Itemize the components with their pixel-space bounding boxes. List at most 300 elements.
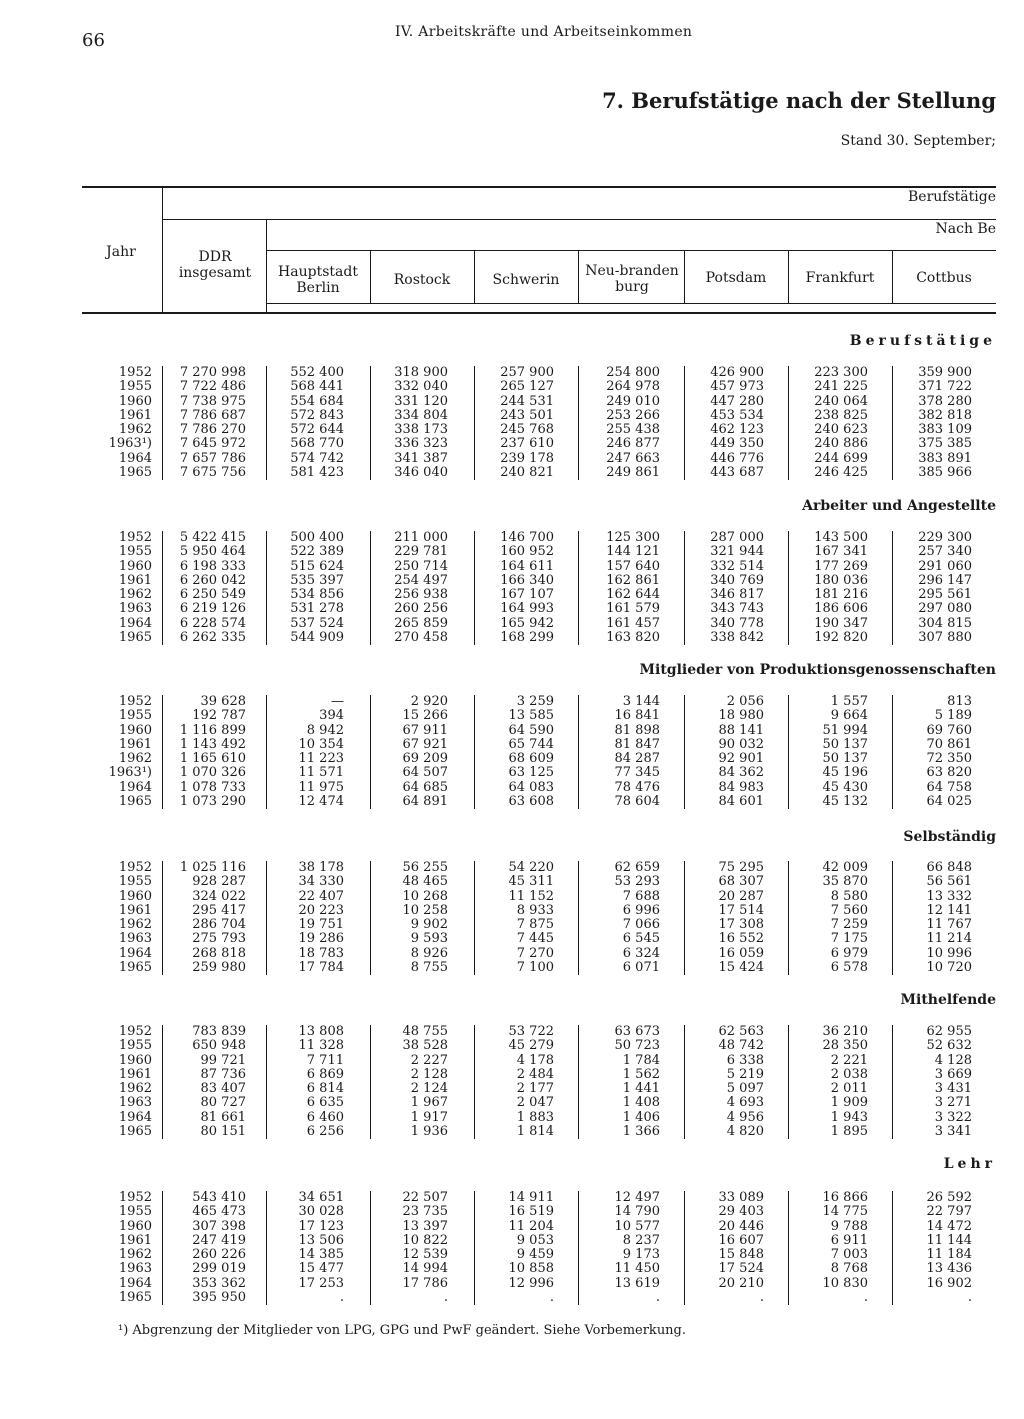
table-cell: 65 744 — [508, 736, 554, 752]
table-cell: 66 848 — [926, 860, 972, 875]
table-cell: 260 256 — [394, 601, 448, 617]
table-cell: 383 109 — [918, 422, 972, 438]
table-cell: 1961 — [118, 902, 152, 918]
chapter-heading: IV. Arbeitskräfte und Arbeitseinkommen — [395, 24, 693, 40]
section-title: Mitglieder von Produktionsgenossenschaften — [639, 662, 996, 678]
table-cell: 9 788 — [830, 1218, 868, 1234]
table-cell: 56 255 — [402, 860, 448, 875]
table-cell: 238 825 — [814, 407, 868, 423]
table-cell: 13 506 — [298, 1232, 344, 1248]
table-cell: 340 769 — [710, 572, 764, 588]
header-col-rostock: Rostock — [393, 272, 451, 288]
table-cell: 23 735 — [402, 1204, 448, 1220]
table-cell: 341 387 — [394, 450, 448, 466]
table-cell: 1 943 — [830, 1109, 868, 1125]
table-cell: 783 839 — [192, 1024, 246, 1039]
value-column — [270, 1025, 344, 1139]
table-cell: 6 256 — [306, 1124, 344, 1140]
table-cell: 75 295 — [718, 860, 764, 875]
table-cell: 240 064 — [814, 393, 868, 409]
table-cell: 813 — [947, 694, 972, 709]
table-cell: 270 458 — [394, 630, 448, 646]
table-cell: 1965 — [118, 630, 152, 646]
header-divider — [474, 251, 475, 304]
table-cell: 13 585 — [508, 708, 554, 724]
table-cell: 453 534 — [710, 407, 764, 423]
table-cell: . — [655, 1290, 660, 1306]
header-nach-bezirken: Nach Be — [935, 221, 996, 237]
table-cell: 15 266 — [402, 708, 448, 724]
table-cell: 297 080 — [918, 601, 972, 617]
table-cell: 45 132 — [822, 794, 868, 810]
table-cell: 581 423 — [290, 465, 344, 481]
table-cell: 34 651 — [298, 1190, 344, 1205]
table-cell: 6 262 335 — [179, 630, 246, 646]
value-column — [582, 366, 660, 480]
table-cell: 2 047 — [516, 1095, 554, 1111]
table-cell: 3 431 — [934, 1081, 972, 1097]
table-cell: 239 178 — [500, 450, 554, 466]
table-rule — [788, 861, 789, 975]
table-cell: 304 815 — [918, 615, 972, 631]
table-cell: 1955 — [118, 544, 152, 560]
table-cell: 7 786 270 — [179, 422, 246, 438]
table-cell: 13 808 — [298, 1024, 344, 1039]
table-cell: 51 994 — [822, 722, 868, 738]
table-cell: 6 996 — [622, 902, 660, 918]
table-cell: 81 898 — [614, 722, 660, 738]
header-rule-columns — [266, 303, 996, 304]
table-cell: 299 019 — [192, 1261, 246, 1277]
value-column — [688, 695, 764, 809]
table-cell: 16 519 — [508, 1204, 554, 1220]
table-cell: 67 921 — [402, 736, 448, 752]
table-cell: 1965 — [118, 1124, 152, 1140]
table-cell: 245 768 — [500, 422, 554, 438]
table-rule — [684, 1025, 685, 1139]
table-cell: 256 938 — [394, 587, 448, 603]
table-cell: 1960 — [118, 558, 152, 574]
table-cell: 321 944 — [710, 544, 764, 560]
table-rule — [578, 531, 579, 645]
value-column — [792, 695, 868, 809]
table-cell: 7 722 486 — [179, 379, 246, 395]
table-title: 7. Berufstätige nach der Stellung — [602, 88, 996, 113]
table-cell: 4 693 — [726, 1095, 764, 1111]
table-cell: 1960 — [118, 888, 152, 904]
table-cell: 64 685 — [402, 779, 448, 795]
table-cell: 296 147 — [918, 572, 972, 588]
value-column — [688, 531, 764, 645]
table-cell: 7 645 972 — [179, 436, 246, 452]
header-divider — [266, 220, 267, 312]
table-cell: 353 362 — [192, 1275, 246, 1291]
value-column — [166, 1191, 246, 1305]
table-cell: 4 128 — [934, 1052, 972, 1068]
table-cell: 12 539 — [402, 1247, 448, 1263]
value-column — [896, 1191, 972, 1305]
table-cell: 6 869 — [306, 1066, 344, 1082]
table-cell: 69 760 — [926, 722, 972, 738]
table-cell: 10 720 — [926, 960, 972, 976]
table-cell: 1964 — [118, 1275, 152, 1291]
table-cell: 1960 — [118, 722, 152, 738]
table-cell: 161 579 — [606, 601, 660, 617]
table-cell: 443 687 — [710, 465, 764, 481]
table-cell: 22 507 — [402, 1190, 448, 1205]
table-cell: 395 950 — [192, 1290, 246, 1306]
table-cell: 1 073 290 — [179, 794, 246, 810]
table-rule — [370, 861, 371, 975]
table-cell: 81 847 — [614, 736, 660, 752]
table-cell: 90 032 — [718, 736, 764, 752]
table-cell: 62 955 — [926, 1024, 972, 1039]
table-cell: 11 144 — [926, 1232, 972, 1248]
table-cell: 6 071 — [622, 960, 660, 976]
header-col-schwerin: Schwerin — [492, 272, 560, 288]
table-cell: 7 738 975 — [179, 393, 246, 409]
value-column — [478, 531, 554, 645]
table-cell: 13 397 — [402, 1218, 448, 1234]
table-cell: 36 210 — [822, 1024, 868, 1039]
table-cell: 544 909 — [290, 630, 344, 646]
table-cell: 318 900 — [394, 365, 448, 380]
table-cell: 1952 — [118, 694, 152, 709]
header-berufstaetige: Berufstätige — [908, 189, 996, 205]
table-cell: 7 688 — [622, 888, 660, 904]
table-cell: 157 640 — [606, 558, 660, 574]
header-col-berlin: Hauptstadt Berlin — [278, 264, 358, 296]
table-cell: 20 223 — [298, 902, 344, 918]
table-cell: 334 804 — [394, 407, 448, 423]
table-cell: 38 178 — [298, 860, 344, 875]
table-rule — [892, 531, 893, 645]
table-cell: 92 901 — [718, 751, 764, 767]
table-cell: 10 354 — [298, 736, 344, 752]
table-cell: 6 338 — [726, 1052, 764, 1068]
table-cell: 8 755 — [410, 960, 448, 976]
table-cell: 10 822 — [402, 1232, 448, 1248]
section-title: Selbständig — [903, 829, 996, 845]
table-rule — [162, 695, 163, 809]
table-cell: 1952 — [118, 860, 152, 875]
value-column — [166, 366, 246, 480]
value-column — [270, 531, 344, 645]
value-column — [582, 1025, 660, 1139]
table-cell: 343 743 — [710, 601, 764, 617]
table-cell: 63 125 — [508, 765, 554, 781]
table-cell: 13 619 — [614, 1275, 660, 1291]
table-cell: 543 410 — [192, 1190, 246, 1205]
table-cell: 295 417 — [192, 902, 246, 918]
table-cell: 572 843 — [290, 407, 344, 423]
table-cell: 259 980 — [192, 960, 246, 976]
table-cell: 84 601 — [718, 794, 764, 810]
table-cell: 50 723 — [614, 1038, 660, 1054]
section-title: Arbeiter und Angestellte — [802, 498, 996, 514]
header-col-cottbus: Cottbus — [916, 270, 972, 286]
table-cell: 254 800 — [606, 365, 660, 380]
table-cell: 1952 — [118, 1190, 152, 1205]
table-cell: 64 507 — [402, 765, 448, 781]
table-cell: 78 604 — [614, 794, 660, 810]
table-cell: 80 727 — [200, 1095, 246, 1111]
table-cell: 5 189 — [934, 708, 972, 724]
table-cell: 180 036 — [814, 572, 868, 588]
table-cell: 144 121 — [606, 544, 660, 560]
table-cell: 1962 — [118, 1081, 152, 1097]
table-cell: 14 790 — [614, 1204, 660, 1220]
value-column — [792, 366, 868, 480]
table-cell: 257 900 — [500, 365, 554, 380]
value-column — [688, 1191, 764, 1305]
table-cell: 168 299 — [500, 630, 554, 646]
table-rule — [162, 531, 163, 645]
table-cell: 29 403 — [718, 1204, 764, 1220]
table-cell: 6 198 333 — [179, 558, 246, 574]
table-cell: 13 436 — [926, 1261, 972, 1277]
table-cell: 1 441 — [622, 1081, 660, 1097]
table-cell: 249 861 — [606, 465, 660, 481]
table-cell: 2 920 — [410, 694, 448, 709]
table-cell: 446 776 — [710, 450, 764, 466]
table-cell: 8 237 — [622, 1232, 660, 1248]
table-cell: 13 332 — [926, 888, 972, 904]
table-cell: 1952 — [118, 1024, 152, 1039]
table-cell: 5 950 464 — [179, 544, 246, 560]
table-cell: 10 858 — [508, 1261, 554, 1277]
table-cell: 7 675 756 — [179, 465, 246, 481]
table-cell: 8 933 — [516, 902, 554, 918]
table-cell: 64 083 — [508, 779, 554, 795]
table-cell: 211 000 — [394, 530, 448, 545]
table-cell: 10 258 — [402, 902, 448, 918]
table-cell: 241 225 — [814, 379, 868, 395]
table-cell: 336 323 — [394, 436, 448, 452]
table-cell: 190 347 — [814, 615, 868, 631]
table-cell: 385 966 — [918, 465, 972, 481]
table-cell: 20 446 — [718, 1218, 764, 1234]
table-cell: 1 165 610 — [179, 751, 246, 767]
table-cell: 64 758 — [926, 779, 972, 795]
table-rule — [788, 531, 789, 645]
table-rule — [578, 1191, 579, 1305]
value-column — [792, 1191, 868, 1305]
table-cell: 1961 — [118, 1232, 152, 1248]
table-cell: 457 973 — [710, 379, 764, 395]
value-column — [896, 695, 972, 809]
table-cell: 247 419 — [192, 1232, 246, 1248]
table-cell: 240 821 — [500, 465, 554, 481]
table-cell: 15 477 — [298, 1261, 344, 1277]
table-cell: 99 721 — [200, 1052, 246, 1068]
table-cell: 253 266 — [606, 407, 660, 423]
table-cell: 6 635 — [306, 1095, 344, 1111]
table-cell: 264 978 — [606, 379, 660, 395]
table-cell: 229 781 — [394, 544, 448, 560]
table-cell: 568 441 — [290, 379, 344, 395]
table-cell: 7 560 — [830, 902, 868, 918]
table-cell: 167 107 — [500, 587, 554, 603]
table-cell: 16 607 — [718, 1232, 764, 1248]
table-cell: 7 875 — [516, 917, 554, 933]
table-cell: 1962 — [118, 422, 152, 438]
value-column — [896, 366, 972, 480]
table-rule — [474, 695, 475, 809]
table-cell: 255 438 — [606, 422, 660, 438]
table-cell: 371 722 — [918, 379, 972, 395]
value-column — [270, 1191, 344, 1305]
table-cell: 7 003 — [830, 1247, 868, 1263]
table-rule — [578, 695, 579, 809]
table-cell: 45 430 — [822, 779, 868, 795]
table-cell: 1955 — [118, 1204, 152, 1220]
value-column — [374, 861, 448, 975]
table-cell: 181 216 — [814, 587, 868, 603]
table-cell: 39 628 — [200, 694, 246, 709]
table-cell: 1 143 492 — [179, 736, 246, 752]
table-cell: 265 127 — [500, 379, 554, 395]
table-cell: 928 287 — [192, 874, 246, 890]
table-cell: 246 877 — [606, 436, 660, 452]
table-cell: 1965 — [118, 794, 152, 810]
table-cell: 9 053 — [516, 1232, 554, 1248]
table-cell: 6 460 — [306, 1109, 344, 1125]
value-column — [792, 1025, 868, 1139]
table-cell: 54 220 — [508, 860, 554, 875]
page-number: 66 — [82, 30, 105, 51]
table-cell: 50 137 — [822, 751, 868, 767]
value-column — [478, 366, 554, 480]
table-cell: 22 797 — [926, 1204, 972, 1220]
table-cell: 6 260 042 — [179, 572, 246, 588]
table-cell: 1963 — [118, 931, 152, 947]
table-rule — [578, 366, 579, 480]
section-title: Lehr — [943, 1156, 996, 1172]
table-cell: 275 793 — [192, 931, 246, 947]
table-cell: 16 866 — [822, 1190, 868, 1205]
table-rule — [684, 861, 685, 975]
table-cell: 53 293 — [614, 874, 660, 890]
table-cell: 17 253 — [298, 1275, 344, 1291]
table-cell: 28 350 — [822, 1038, 868, 1054]
table-cell: 45 196 — [822, 765, 868, 781]
table-cell: 246 425 — [814, 465, 868, 481]
table-cell: 70 861 — [926, 736, 972, 752]
table-cell: 2 011 — [830, 1081, 868, 1097]
table-cell: 572 644 — [290, 422, 344, 438]
table-cell: 307 398 — [192, 1218, 246, 1234]
table-cell: 383 891 — [918, 450, 972, 466]
table-cell: 522 389 — [290, 544, 344, 560]
table-cell: 12 141 — [926, 902, 972, 918]
table-cell: 500 400 — [290, 530, 344, 545]
table-cell: 394 — [319, 708, 344, 724]
year-column — [96, 366, 152, 480]
table-cell: 81 661 — [200, 1109, 246, 1125]
value-column — [478, 1191, 554, 1305]
value-column — [582, 1191, 660, 1305]
table-cell: 1 078 733 — [179, 779, 246, 795]
table-cell: 26 592 — [926, 1190, 972, 1205]
table-cell: 143 500 — [814, 530, 868, 545]
table-cell: 449 350 — [710, 436, 764, 452]
table-cell: 1960 — [118, 1052, 152, 1068]
table-cell: 33 089 — [718, 1190, 764, 1205]
table-cell: 11 152 — [508, 888, 554, 904]
table-rule — [266, 695, 267, 809]
table-cell: 332 040 — [394, 379, 448, 395]
table-rule — [684, 366, 685, 480]
table-cell: 229 300 — [918, 530, 972, 545]
table-cell: 1962 — [118, 1247, 152, 1263]
table-cell: 537 524 — [290, 615, 344, 631]
table-cell: 1955 — [118, 708, 152, 724]
value-column — [896, 1025, 972, 1139]
table-cell: 1960 — [118, 393, 152, 409]
table-cell: 265 859 — [394, 615, 448, 631]
table-cell: 254 497 — [394, 572, 448, 588]
value-column — [688, 1025, 764, 1139]
table-cell: 1 784 — [622, 1052, 660, 1068]
year-column — [96, 1025, 152, 1139]
table-cell: 286 704 — [192, 917, 246, 933]
table-cell: 77 345 — [614, 765, 660, 781]
table-cell: 10 577 — [614, 1218, 660, 1234]
table-cell: 11 214 — [926, 931, 972, 947]
table-cell: 16 552 — [718, 931, 764, 947]
table-cell: 1 967 — [410, 1095, 448, 1111]
table-cell: 2 177 — [516, 1081, 554, 1097]
table-rule — [684, 695, 685, 809]
table-cell: 3 271 — [934, 1095, 972, 1111]
table-cell: 257 340 — [918, 544, 972, 560]
table-cell: 163 820 — [606, 630, 660, 646]
table-rule — [474, 861, 475, 975]
table-cell: 574 742 — [290, 450, 344, 466]
table-cell: 1 814 — [516, 1124, 554, 1140]
table-cell: 1952 — [118, 365, 152, 380]
year-column — [96, 531, 152, 645]
table-cell: 15 424 — [718, 960, 764, 976]
table-cell: 84 287 — [614, 751, 660, 767]
table-cell: 84 983 — [718, 779, 764, 795]
table-cell: 1965 — [118, 465, 152, 481]
table-cell: 17 786 — [402, 1275, 448, 1291]
table-cell: 9 593 — [410, 931, 448, 947]
table-rule — [578, 861, 579, 975]
table-cell: 1 408 — [622, 1095, 660, 1111]
table-cell: 10 268 — [402, 888, 448, 904]
table-cell: 2 221 — [830, 1052, 868, 1068]
table-cell: 237 610 — [500, 436, 554, 452]
table-cell: 552 400 — [290, 365, 344, 380]
table-cell: 56 561 — [926, 874, 972, 890]
table-cell: 186 606 — [814, 601, 868, 617]
table-cell: 15 848 — [718, 1247, 764, 1263]
table-cell: 35 870 — [822, 874, 868, 890]
table-cell: 63 820 — [926, 765, 972, 781]
table-cell: 244 699 — [814, 450, 868, 466]
table-cell: . — [443, 1290, 448, 1306]
table-cell: 63 608 — [508, 794, 554, 810]
header-rule-berufstaetige — [163, 219, 996, 220]
value-column — [478, 1025, 554, 1139]
table-cell: 63 673 — [614, 1024, 660, 1039]
table-cell: 11 767 — [926, 917, 972, 933]
value-column — [582, 531, 660, 645]
table-cell: 338 842 — [710, 630, 764, 646]
